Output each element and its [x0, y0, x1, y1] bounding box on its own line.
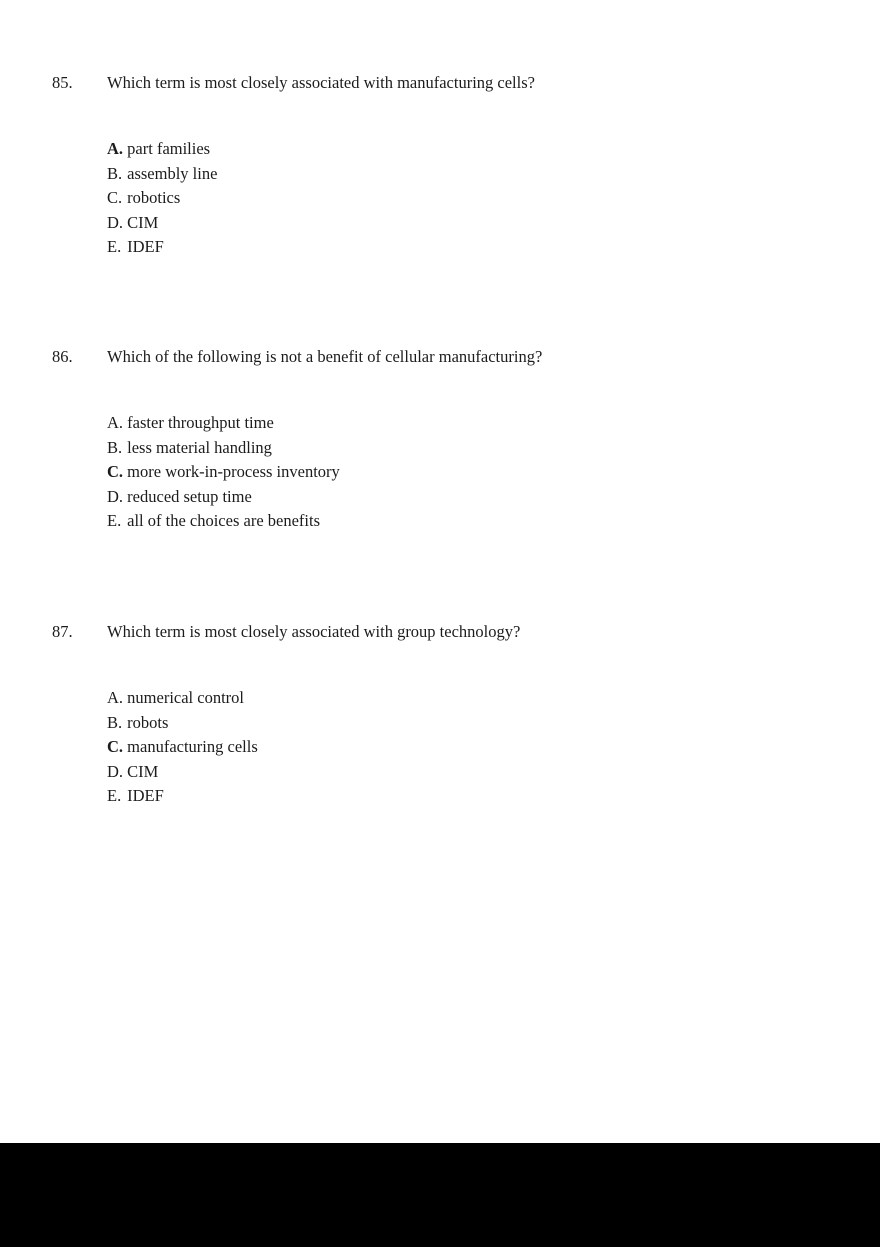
option-c	[107, 186, 880, 211]
option-letter: D.	[107, 212, 124, 232]
option-letter: D.	[107, 761, 124, 781]
question-number: 87.	[52, 622, 73, 641]
question-86	[0, 345, 880, 534]
option-text: less material handling	[127, 437, 272, 457]
question-text: Which of the following is not a benefit of cellular manufacturing?	[107, 347, 543, 366]
option-letter: C.	[107, 462, 124, 481]
option-text: robots	[127, 712, 169, 732]
question-header	[0, 71, 880, 95]
option-text: robotics	[127, 188, 181, 207]
option-c	[107, 735, 880, 760]
option-letter: B.	[107, 163, 123, 183]
option-b	[107, 436, 880, 461]
option-letter: D.	[107, 486, 124, 506]
option-text: assembly line	[127, 163, 218, 183]
option-letter: B.	[107, 712, 123, 732]
options-list	[107, 411, 880, 534]
option-letter: A.	[107, 688, 124, 707]
option-text: reduced setup time	[127, 486, 252, 506]
option-d	[107, 211, 880, 236]
option-text: IDEF	[127, 786, 164, 805]
question-number: 86.	[52, 347, 73, 366]
option-d	[107, 760, 880, 785]
option-text: CIM	[127, 761, 159, 781]
option-letter: C.	[107, 188, 123, 207]
option-text: faster throughput time	[127, 413, 274, 432]
option-d	[107, 485, 880, 510]
question-header	[0, 620, 880, 644]
option-text: IDEF	[127, 237, 164, 256]
options-list	[107, 686, 880, 809]
option-letter: E.	[107, 237, 122, 256]
option-e	[107, 509, 880, 534]
option-letter: B.	[107, 437, 123, 457]
option-e	[107, 784, 880, 809]
option-a	[107, 137, 880, 162]
option-text: part families	[127, 139, 211, 158]
question-85	[0, 71, 880, 260]
question-text: Which term is most closely associated with manufacturing cells?	[107, 73, 535, 92]
question-header	[0, 345, 880, 369]
option-a	[107, 686, 880, 711]
option-text: CIM	[127, 212, 159, 232]
option-letter: A.	[107, 413, 124, 432]
option-a	[107, 411, 880, 436]
option-text: numerical control	[127, 688, 245, 707]
option-letter: E.	[107, 786, 122, 805]
option-b	[107, 711, 880, 736]
option-text: manufacturing cells	[127, 737, 258, 756]
question-number: 85.	[52, 73, 73, 92]
option-text: all of the choices are benefits	[127, 511, 320, 530]
question-87	[0, 620, 880, 809]
scan-black-bar	[0, 1143, 880, 1247]
option-letter: C.	[107, 737, 124, 756]
question-text: Which term is most closely associated with group technology?	[107, 622, 521, 641]
option-letter: A.	[107, 139, 124, 158]
options-list	[107, 137, 880, 260]
option-letter: E.	[107, 511, 122, 530]
option-b	[107, 162, 880, 187]
option-text: more work-in-process inventory	[127, 462, 340, 481]
option-c	[107, 460, 880, 485]
option-e	[107, 235, 880, 260]
